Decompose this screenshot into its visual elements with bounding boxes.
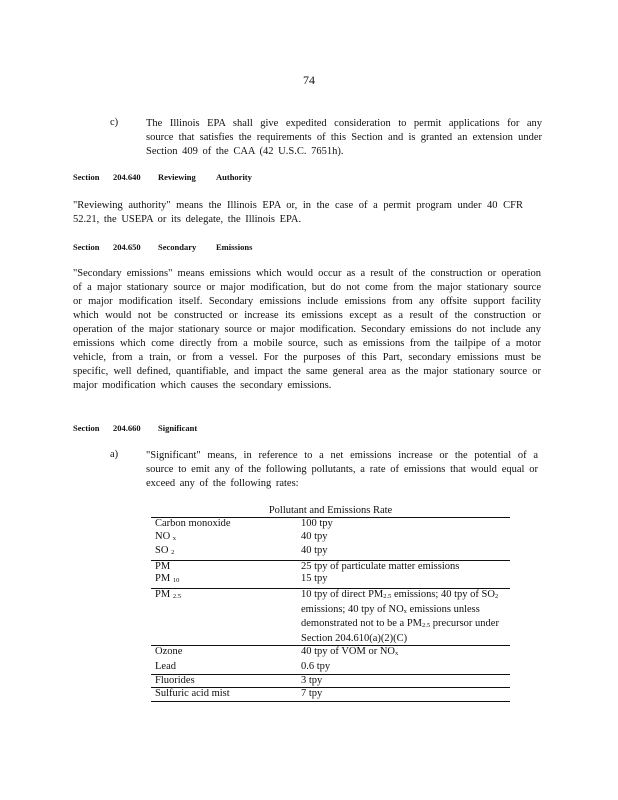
rate-cell: 40 tpy [301,530,328,542]
table-row [151,661,510,674]
section-title-1: Secondary [158,242,197,252]
section-number: 204.660 [113,423,141,433]
pollutant-cell: Fluorides [151,674,297,688]
pollutant-cell: SO $_2$ [155,545,175,557]
item-a-label: a) [110,449,119,460]
rate-cell: 40 tpy [301,545,328,557]
rate-cell: 3 tpy [297,674,510,688]
table-row [151,688,510,702]
section-title-1: Significant [158,423,198,433]
section-title-2: Authority [216,172,252,182]
pollutant-cell: PM [151,560,297,573]
rate-cell: 10 tpy of direct $PM_{2.5}$ emissions; 40 tpy of $SO_2$ emissions; 40 tpy of $NO_x$ emissions unless demonstrated not to be a $PM_{2.5}$ precursor under Section 204.610(a)(2)(C) [297,588,510,645]
table-row [151,588,510,645]
section-number: 204.640 [113,172,141,182]
table-row [151,545,510,560]
pollutant-cell: Sulfuric acid mist [151,688,297,702]
page-number: 74 [303,73,315,87]
rate-cell: 15 tpy [301,573,328,585]
table-row [151,560,510,573]
section-word: Section [73,242,100,252]
emissions-rate-table [151,517,510,702]
table-row [151,573,510,588]
table-row [151,646,510,661]
rate-cell: 0.6 tpy [301,660,331,672]
item-c-label: c) [110,117,119,128]
rate-cell: 25 tpy of particulate matter emissions [297,560,510,573]
table-row [151,674,510,688]
section-word: Section [73,172,100,182]
pollutant-cell: Ozone [151,646,297,661]
pollutant-cell: NO $_x$ [155,530,177,542]
pollutant-cell: PM $_{2.5}$ [151,588,297,645]
rate-cell: 7 tpy [297,688,510,702]
section-204-640-body: "Reviewing authority" means the Illinois EPA or, in the case of a permit program under 40 CFR 52.21, the USEPA or its delegate, the Illinois EPA. [73,200,523,225]
table-row [151,531,510,546]
section-number: 204.650 [113,242,141,252]
pollutant-cell: Carbon monoxide [151,518,297,531]
section-title-1: Reviewing [158,172,196,182]
item-a-text: "Significant" means, in reference to a net emissions increase or the potential of a source to emit any of the following pollutants, a rate of emissions that would equal or exceed any of the following rates: [146,450,538,489]
section-word: Section [73,423,100,433]
table-row [151,518,510,531]
pollutant-cell: PM $_{10}$ [155,573,180,585]
pollutant-cell: Lead [155,660,176,672]
rate-cell: 40 tpy of VOM or $NO_x$ [297,646,510,661]
table-header: Pollutant and Emissions Rate [268,505,393,516]
section-204-650-body: "Secondary emissions" means emissions which would occur as a result of the construction or operation of a major stationary source or major modification, but do not come from the major stationary source or major modification itself. Secondary emissions include emissions from any offsite support facility which would not be constructed or increase its emissions except as a result of the construction or operation of the major stationary source or major modification. Secondary emissions do not include any emissions which come directly from a mobile source, such as emissions from the tailpipe of a motor vehicle, from a train, or from a vessel. For the purposes of this Part, secondary emissions must be specific, well defined, quantifiable, and impact the same general area as the major stationary source or major modification which causes the secondary emissions. [73,268,541,391]
section-title-2: Emissions [216,242,253,252]
item-c-text: The Illinois EPA shall give expedited consideration to permit applications for any source that satisfies the requirements of this Section and is granted an extension under Section 409 of the CAA (42 U.S.C. 7651h). [146,118,542,157]
rate-cell: 100 tpy [297,518,510,531]
